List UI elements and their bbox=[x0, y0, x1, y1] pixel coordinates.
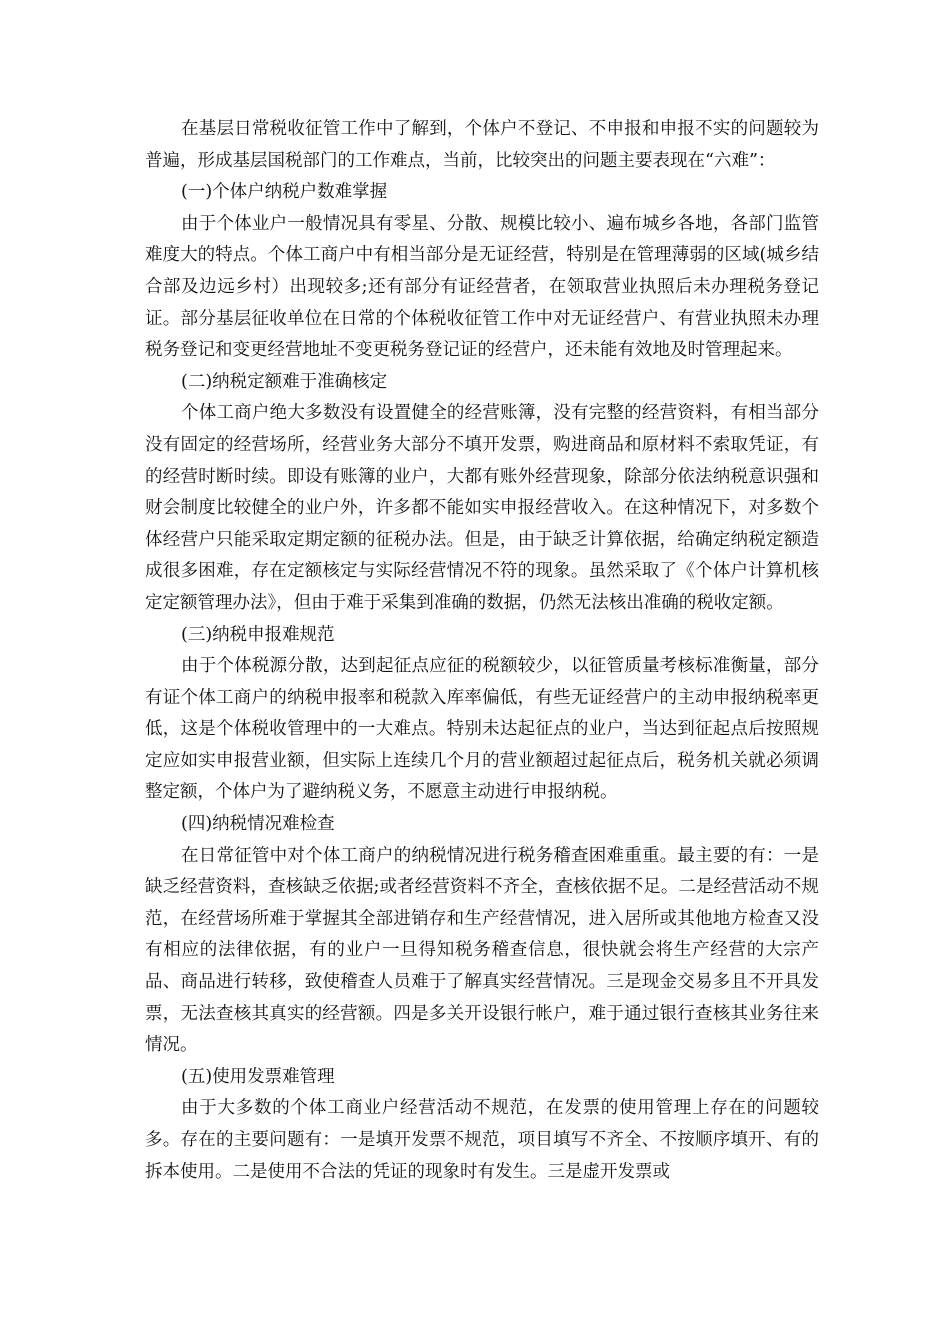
section-heading-4: (四)纳税情况难检查 bbox=[181, 814, 335, 835]
document-page bbox=[145, 114, 819, 1188]
paragraph-section-5: 由于大多数的个体工商业户经营活动不规范，在发票的使用管理上存在的问题较多。存在的主要问题有：一是填开发票不规范，项目填写不齐全、不按顺序填开、有的拆本使用。二是使用不合法的凭证的现象时有发生。三是虚开发票或 bbox=[145, 1098, 819, 1182]
paragraph-intro: 在基层日常税收征管工作中了解到，个体户不登记、不申报和申报不实的问题较为普遍，形成基层国税部门的工作难点，当前，比较突出的问题主要表现在“六难”： bbox=[145, 119, 819, 171]
paragraph-section-4: 在日常征管中对个体工商户的纳税情况进行税务稽查困难重重。最主要的有：一是缺乏经营资料，查核缺乏依据;或者经营资料不齐全，查核依据不足。二是经营活动不规范，在经营场所难于掌握其全部进销存和生产经营情况，进入居所或其他地方检查又没有相应的法律依据，有的业户一旦得知税务稽查信息，很快就会将生产经营的大宗产品、商品进行转移，致使稽查人员难于了解真实经营情况。三是现金交易多且不开具发票，无法查核其真实的经营额。四是多关开设银行帐户，难于通过银行查核其业务往来情况。 bbox=[145, 845, 819, 1056]
section-heading-2: (二)纳税定额难于准确核定 bbox=[181, 371, 388, 392]
paragraph-section-3: 由于个体税源分散，达到起征点应征的税额较少，以征管质量考核标准衡量，部分有证个体工商户的纳税申报率和税款入库率偏低，有些无证经营户的主动申报纳税率更低，这是个体税收管理中的一大难点。特别未达起征点的业户，当达到征起点后按照规定应如实申报营业额，但实际上连续几个月的营业额超过起征点后，税务机关就必须调整定额，个体户为了避纳税义务，不愿意主动进行申报纳税。 bbox=[145, 656, 819, 803]
section-heading-5: (五)使用发票难管理 bbox=[181, 1066, 335, 1087]
paragraph-section-1: 由于个体业户一般情况具有零星、分散、规模比较小、遍布城乡各地，各部门监管难度大的特点。个体工商户中有相当部分是无证经营，特别是在管理薄弱的区域(城乡结合部及边远乡村）出现较多;还有部分有证经营者，在领取营业执照后未办理税务登记证。部分基层征收单位在日常的个体税收征管工作中对无证经营户、有营业执照未办理税务登记和变更经营地址不变更税务登记证的经营户，还未能有效地及时管理起来。 bbox=[145, 213, 819, 361]
section-heading-3: (三)纳税申报难规范 bbox=[181, 624, 335, 645]
section-heading-1: (一)个体户纳税户数难掌握 bbox=[181, 182, 388, 203]
paragraph-section-2: 个体工商户绝大多数没有设置健全的经营账簿，没有完整的经营资料，有相当部分没有固定的经营场所，经营业务大部分不填开发票，购进商品和原材料不索取凭证，有的经营时断时续。即设有账簿的业户，大都有账外经营现象，除部分依法纳税意识强和财会制度比较健全的业户外，许多都不能如实申报经营收入。在这种情况下，对多数个体经营户只能采取定期定额的征税办法。但是，由于缺乏计算依据，给确定纳税定额造成很多困难，存在定额核定与实际经营情况不符的现象。虽然采取了《个体户计算机核定定额管理办法》，但由于难于采集到准确的数据，仍然无法核出准确的税收定额。 bbox=[145, 403, 819, 613]
